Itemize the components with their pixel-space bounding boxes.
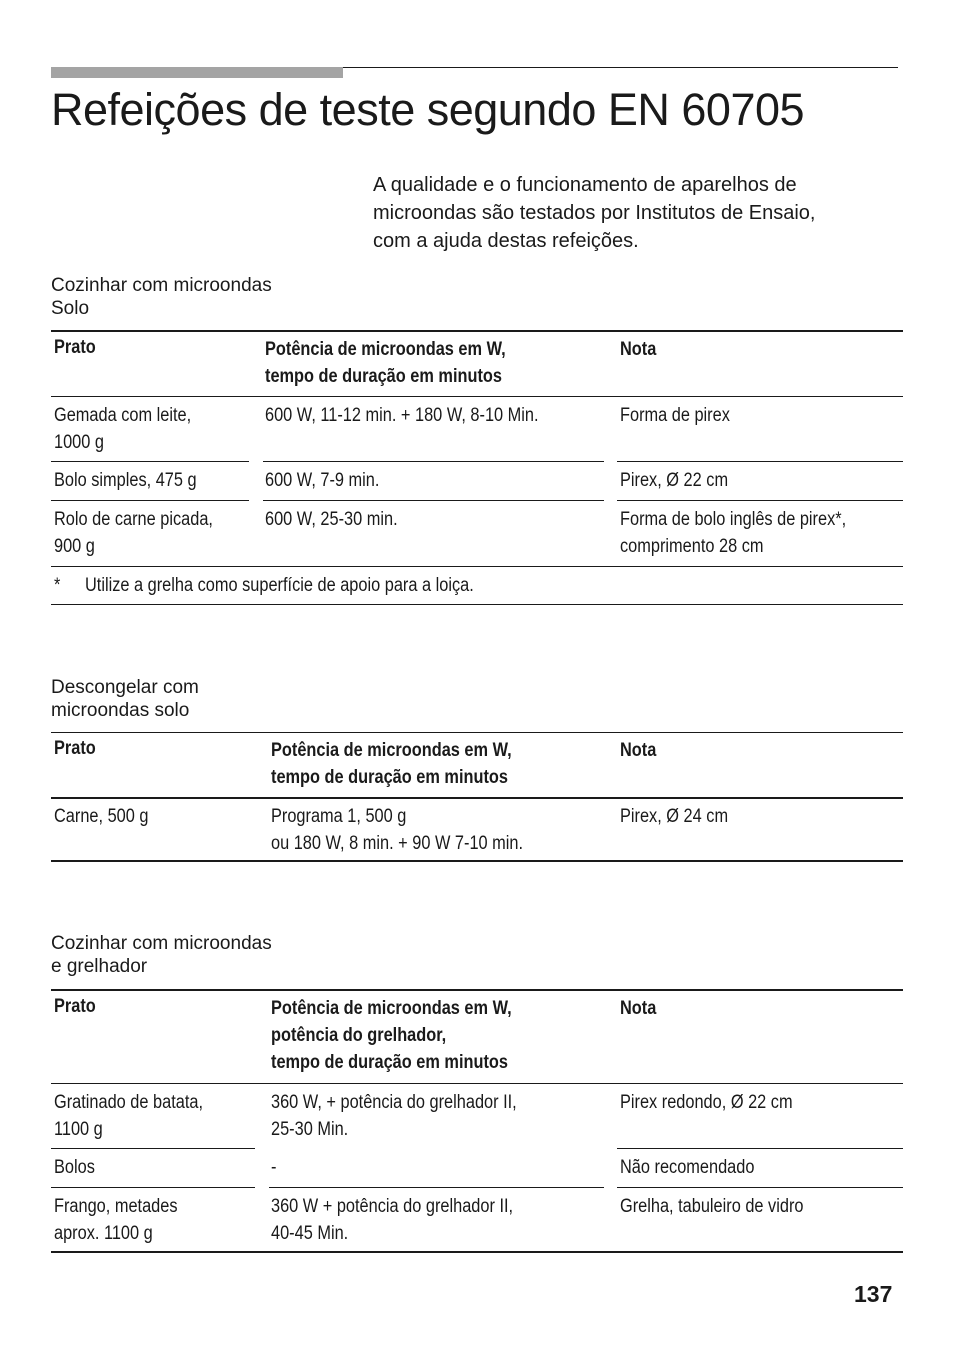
row-rule xyxy=(617,1148,903,1149)
column-header-nota: Nota xyxy=(620,339,657,360)
row-rule xyxy=(51,1187,255,1188)
section-heading: Descongelar com microondas solo xyxy=(51,677,199,721)
table-top-rule xyxy=(51,989,903,991)
table-cell-nota: Pirex, Ø 22 cm xyxy=(620,470,729,491)
row-rule xyxy=(51,566,903,567)
table-cell-nota: Forma de pirex xyxy=(620,405,730,426)
table-cell-nota: Grelha, tabuleiro de vidro xyxy=(620,1196,804,1217)
table-cell-potencia: 600 W, 25-30 min. xyxy=(265,509,398,530)
row-rule xyxy=(263,461,604,462)
column-header-potencia: Potência de microondas em W, potência do grelhador, tempo de duração em minutos xyxy=(271,998,512,1073)
row-rule xyxy=(617,461,903,462)
table-cell-prato: Gemada com leite, 1000 g xyxy=(54,405,192,453)
table-cell-prato: Carne, 500 g xyxy=(54,806,149,827)
intro-line: com a ajuda destas refeições. xyxy=(373,230,639,252)
footnote: Utilize a grelha como superfície de apoio para a loiça. xyxy=(85,575,474,596)
header-rule xyxy=(51,1083,903,1084)
page-title: Refeições de teste segundo EN 60705 xyxy=(51,84,805,135)
table-cell-potencia: 360 W, + potência do grelhador II, 25-30 Min. xyxy=(271,1092,517,1140)
intro-line: microondas são testados por Institutos de Ensaio, xyxy=(373,202,816,224)
row-rule xyxy=(617,500,903,501)
row-rule xyxy=(263,500,604,501)
table-cell-potencia: - xyxy=(271,1157,277,1178)
table-cell-nota: Pirex, Ø 24 cm xyxy=(620,806,729,827)
table-cell-prato: Frango, metades aprox. 1100 g xyxy=(54,1196,178,1244)
table-cell-nota: Não recomendado xyxy=(620,1157,755,1178)
table-cell-potencia: Programa 1, 500 g ou 180 W, 8 min. + 90 W 7-10 min. xyxy=(271,806,524,854)
column-header-nota: Nota xyxy=(620,998,657,1019)
table-cell-prato: Bolos xyxy=(54,1157,95,1178)
section-heading: Cozinhar com microondas e grelhador xyxy=(51,933,272,977)
table-cell-nota: Forma de bolo inglês de pirex*, comprimento 28 cm xyxy=(620,509,847,557)
table-top-rule xyxy=(51,732,903,733)
row-rule xyxy=(51,500,249,501)
table-cell-potencia: 600 W, 11-12 min. + 180 W, 8-10 Min. xyxy=(265,405,539,426)
intro-text xyxy=(373,171,893,255)
row-rule xyxy=(51,461,249,462)
footnote-mark: * xyxy=(54,575,61,596)
table-cell-prato: Gratinado de batata, 1100 g xyxy=(54,1092,203,1140)
top-accent-bar xyxy=(51,67,343,78)
column-header-nota: Nota xyxy=(620,740,657,761)
table-bottom-rule xyxy=(51,860,903,862)
table-cell-prato: Rolo de carne picada, 900 g xyxy=(54,509,213,557)
table-cell-potencia: 360 W + potência do grelhador II, 40-45 Min. xyxy=(271,1196,514,1244)
table-bottom-rule xyxy=(51,604,903,605)
table-cell-potencia: 600 W, 7-9 min. xyxy=(265,470,380,491)
page-number: 137 xyxy=(854,1281,893,1307)
column-header-prato: Prato xyxy=(54,738,96,759)
column-header-prato: Prato xyxy=(54,337,96,358)
table-bottom-rule xyxy=(51,1251,903,1253)
header-rule xyxy=(51,797,903,799)
table-top-rule xyxy=(51,330,903,332)
column-header-potencia: Potência de microondas em W, tempo de duração em minutos xyxy=(265,339,506,387)
table-cell-prato: Bolo simples, 475 g xyxy=(54,470,197,491)
intro-line: A qualidade e o funcionamento de aparelhos de xyxy=(373,174,797,196)
row-rule xyxy=(269,1187,604,1188)
row-rule xyxy=(617,1187,903,1188)
column-header-potencia: Potência de microondas em W, tempo de duração em minutos xyxy=(271,740,512,788)
header-rule xyxy=(51,396,903,397)
column-header-prato: Prato xyxy=(54,996,96,1017)
section-heading: Cozinhar com microondas Solo xyxy=(51,275,272,319)
table-cell-nota: Pirex redondo, Ø 22 cm xyxy=(620,1092,793,1113)
row-rule xyxy=(51,1148,255,1149)
